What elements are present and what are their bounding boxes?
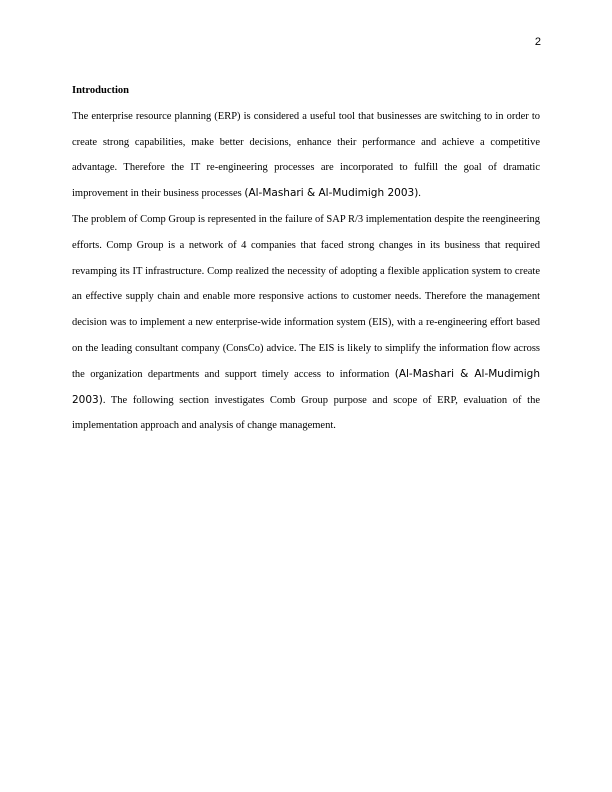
paragraph-text: The problem of Comp Group is represented in the failure of SAP R/3 implementation despite the reengineering efforts. Comp Group is a network of 4 companies that faced strong changes in its business that required revamping its IT infrastructure. Comp realized the necessity of adopting a flexible application system to create an effective supply chain and enable more responsive actions to customer needs. Therefore the management decision was to implement a new enterprise-wide information system (EIS), with a re-engineering effort based on the leading consultant company (ConsCo) advice. The EIS is likely to simplify the information flow across the organization departments and support timely access to information: [72, 213, 540, 380]
document-body: [72, 78, 540, 439]
section-heading: Introduction: [72, 85, 129, 96]
paragraph-problem: [72, 207, 540, 439]
paragraph-text: The enterprise resource planning (ERP) is considered a useful tool that businesses are switching to in order to create strong capabilities, make better decisions, enhance their performance and achieve a competitive advantage. Therefore the IT re-engineering processes are incorporated to fulfill the goal of dramatic improvement in their business processes: [72, 110, 540, 200]
citation: (Al-Mashari & Al-Mudimigh 2003): [244, 187, 419, 200]
paragraph-intro: [72, 104, 540, 207]
paragraph-text-end: .: [418, 188, 421, 200]
page-number: 2: [534, 36, 541, 48]
citation: (Al-Mashari & Al-Mudimigh 2003): [72, 367, 540, 406]
paragraph-text-end: . The following section investigates Comb Group purpose and scope of ERP, evaluation of the implementation approach and analysis of change management.: [72, 394, 540, 432]
